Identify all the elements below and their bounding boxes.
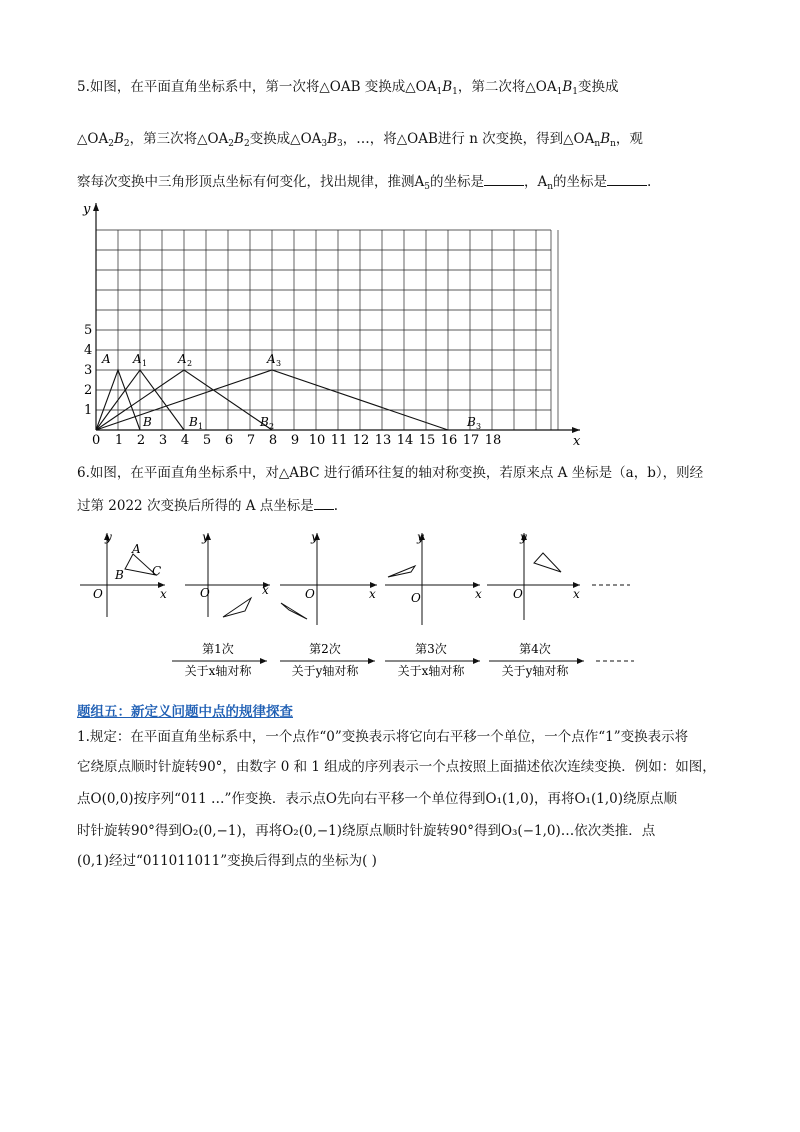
- section-heading: 题组五：新定义问题中点的规律探查: [77, 704, 293, 720]
- svg-text:B: B: [115, 568, 124, 582]
- svg-text:17: 17: [462, 433, 480, 448]
- svg-text:1: 1: [114, 433, 124, 448]
- q6-line1: 6.如图，在平面直角坐标系中，对△ABC 进行循环往复的轴对称变换，若原来点 A 坐标是（a，b），则经: [77, 465, 704, 481]
- svg-text:第4次: 第4次: [519, 642, 551, 656]
- svg-text:x: x: [475, 587, 482, 601]
- svg-text:x: x: [262, 583, 269, 597]
- q5-line2: $\triangle OA_2B_2$，第三次将$\triangle OA_2B_2$变换成$\triangle OA_3B_3$，…，将△OAB进行 n 次变换，得到$\triangle OA_nB_n$，观: [77, 131, 643, 149]
- vertex-labels: [101, 352, 481, 431]
- svg-text:B: B: [143, 415, 152, 429]
- svg-text:x: x: [573, 587, 580, 601]
- svg-text:16: 16: [440, 433, 458, 448]
- svg-text:10: 10: [308, 433, 326, 448]
- svg-text:y: y: [105, 530, 112, 544]
- svg-text:4: 4: [84, 343, 93, 358]
- svg-text:3: 3: [84, 363, 93, 378]
- svg-text:7: 7: [246, 433, 256, 448]
- y-axis-label: y: [83, 202, 91, 217]
- svg-text:x: x: [160, 587, 167, 601]
- svg-text:3: 3: [476, 422, 482, 431]
- svg-text:y: y: [202, 530, 209, 544]
- svg-text:y: y: [311, 530, 318, 544]
- svg-text:O: O: [305, 587, 315, 601]
- svg-text:y: y: [520, 530, 527, 544]
- q1-line3: 点O(0,0)按序列“011 …”作变换．表示点O先向右平移一个单位得到O₁(1,0)，再将O₁(1,0)绕原点顺: [77, 791, 677, 807]
- svg-text:B: B: [189, 415, 198, 429]
- svg-text:关于x轴对称: 关于x轴对称: [397, 664, 465, 678]
- svg-text:1: 1: [142, 359, 148, 368]
- q1-line5: (0,1)经过“011011011”变换后得到点的坐标为( ): [77, 853, 377, 869]
- svg-text:O: O: [93, 587, 103, 601]
- svg-text:关于y轴对称: 关于y轴对称: [501, 664, 569, 678]
- q1-line2: 它绕原点顺时针旋转90°，由数字 0 和 1 组成的序列表示一个点按照上面描述依次连续变换．例如：如图，: [77, 759, 716, 775]
- svg-text:1: 1: [198, 422, 204, 431]
- q6-line2: 过第 2022 次变换后所得的 A 点坐标是 .: [77, 498, 339, 514]
- svg-text:A: A: [132, 542, 141, 556]
- q5-coordinate-grid: [75, 195, 595, 450]
- svg-text:9: 9: [290, 433, 300, 448]
- svg-text:4: 4: [180, 433, 190, 448]
- svg-text:B: B: [467, 415, 476, 429]
- q6-transform-diagram: [75, 525, 645, 685]
- svg-text:6: 6: [224, 433, 234, 448]
- svg-text:x: x: [369, 587, 376, 601]
- svg-text:1: 1: [84, 403, 93, 418]
- svg-text:A: A: [133, 352, 142, 366]
- svg-text:A: A: [178, 352, 187, 366]
- step-labels: [185, 641, 570, 678]
- svg-text:O: O: [200, 586, 210, 600]
- svg-text:A: A: [102, 352, 111, 366]
- svg-text:18: 18: [484, 433, 502, 448]
- svg-text:2: 2: [187, 359, 193, 368]
- svg-text:3: 3: [158, 433, 168, 448]
- x-axis-label: x: [573, 434, 581, 449]
- q1-line4: 时针旋转90°得到O₂(0,−1)，再将O₂(0,−1)绕原点顺时针旋转90°得到O₃(−1,0)…依次类推．点: [77, 823, 656, 839]
- svg-text:第3次: 第3次: [415, 642, 447, 656]
- origin-label: 0: [92, 433, 101, 448]
- svg-text:B: B: [260, 415, 269, 429]
- svg-text:15: 15: [418, 433, 436, 448]
- svg-text:14: 14: [396, 433, 414, 448]
- y-tick-labels: [84, 323, 92, 418]
- svg-text:11: 11: [330, 433, 348, 448]
- svg-text:y: y: [417, 530, 424, 544]
- svg-text:O: O: [513, 587, 523, 601]
- svg-text:5: 5: [202, 433, 212, 448]
- q5-line1: 5.如图，在平面直角坐标系中，第一次将△OAB 变换成$\triangle OA_1B_1$，第二次将$\triangle OA_1B_1$变换成: [77, 79, 619, 97]
- q5-line3: 察每次变换中三角形顶点坐标有何变化，找出规律，推测$A_5$的坐标是 ，$A_n$的坐标是 .: [77, 174, 652, 192]
- svg-text:第2次: 第2次: [309, 642, 341, 656]
- svg-text:12: 12: [352, 433, 370, 448]
- x-tick-labels: [115, 433, 501, 448]
- svg-text:5: 5: [84, 323, 93, 338]
- svg-text:C: C: [152, 564, 162, 578]
- svg-text:第1次: 第1次: [202, 642, 234, 656]
- svg-text:A: A: [267, 352, 276, 366]
- q1-line1: 1.规定：在平面直角坐标系中，一个点作“0”变换表示将它向右平移一个单位，一个点作“1”变换表示将: [77, 729, 689, 745]
- svg-text:8: 8: [268, 433, 278, 448]
- svg-text:2: 2: [136, 433, 146, 448]
- svg-text:3: 3: [276, 359, 282, 368]
- svg-text:2: 2: [84, 383, 93, 398]
- svg-text:关于x轴对称: 关于x轴对称: [184, 664, 252, 678]
- svg-text:2: 2: [269, 422, 275, 431]
- svg-text:O: O: [411, 591, 421, 605]
- svg-text:13: 13: [374, 433, 392, 448]
- svg-text:关于y轴对称: 关于y轴对称: [291, 664, 359, 678]
